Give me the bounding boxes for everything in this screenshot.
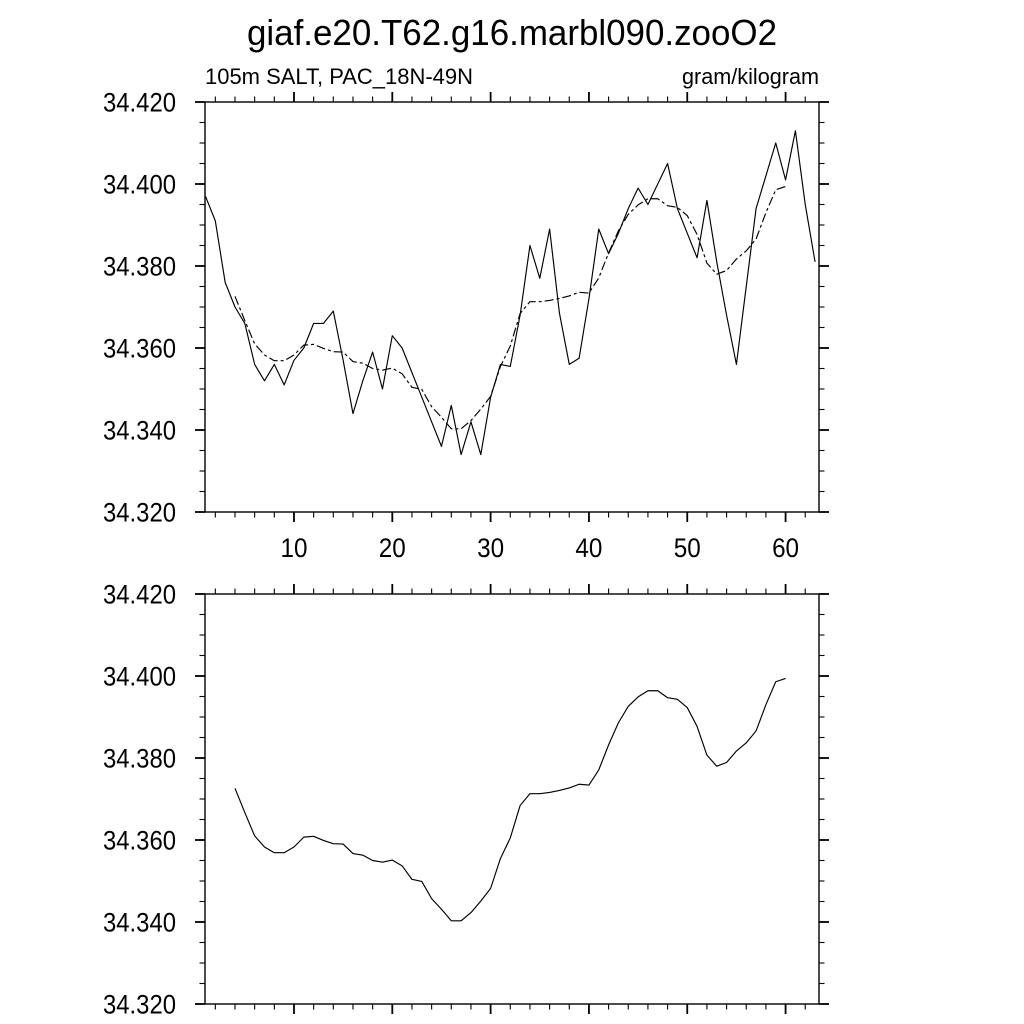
x-tick-label: 30 [477,533,505,563]
y-tick-label: 34.400 [103,661,176,692]
x-tick-label: 10 [280,533,308,563]
plot-frame [205,594,819,1004]
y-tick-label: 34.360 [103,333,176,364]
y-tick-label: 34.340 [103,415,176,446]
x-tick-label: 50 [673,533,701,563]
y-tick-label: 34.360 [103,825,176,856]
y-tick-label: 34.400 [103,169,176,200]
panel-subtitle-right: gram/kilogram [682,64,819,89]
x-tick-label: 40 [575,533,603,563]
y-tick-label: 34.340 [103,907,176,938]
bottom-panel [103,580,829,1020]
y-tick-label: 34.320 [103,989,176,1020]
x-tick-label: 60 [772,533,800,563]
y-tick-label: 34.380 [103,251,176,282]
plot-frame [205,102,819,512]
y-tick-label: 34.420 [103,87,176,118]
annual-mean-line [205,131,815,455]
top-panel [103,88,829,564]
y-tick-label: 34.320 [103,497,176,528]
running-mean-7yr-line [235,678,786,920]
y-tick-label: 34.420 [103,579,176,610]
panel-subtitle-left: 105m SALT, PAC_18N-49N [205,64,473,89]
y-tick-label: 34.380 [103,743,176,774]
chart-title: giaf.e20.T62.g16.marbl090.zooO2 [247,12,777,53]
x-tick-label: 20 [378,533,406,563]
